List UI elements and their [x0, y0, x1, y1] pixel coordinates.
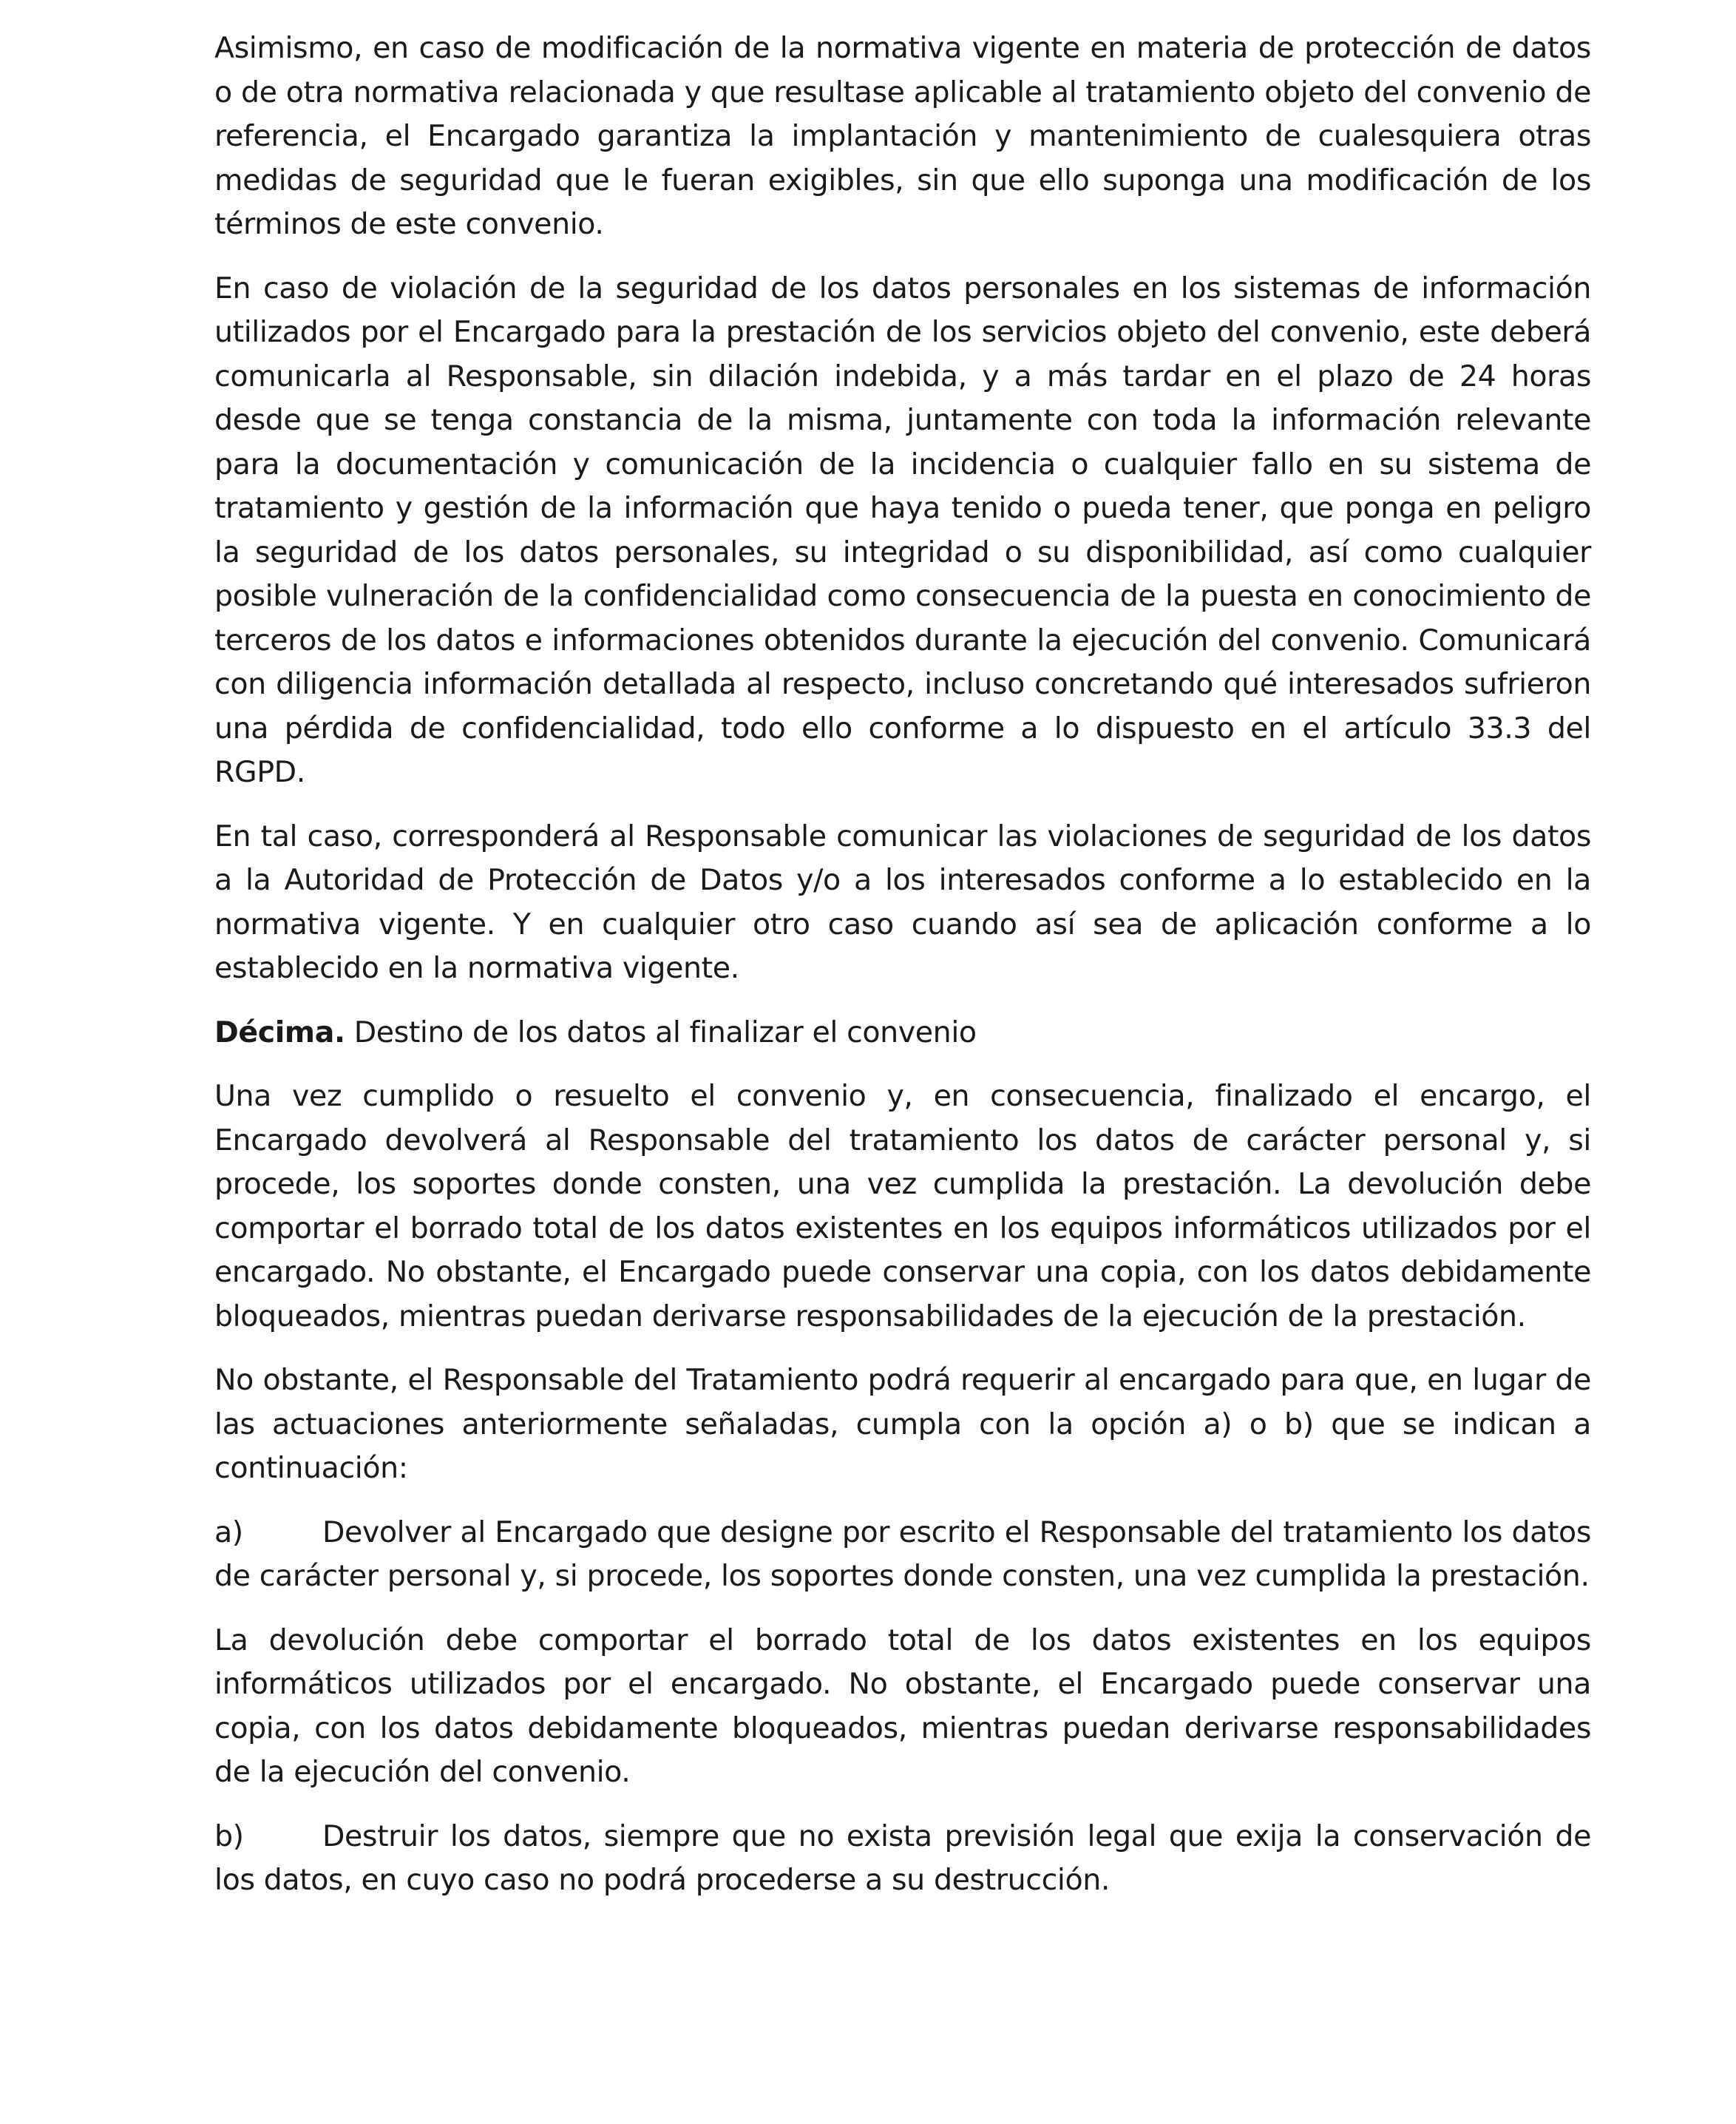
paragraph-data-return: Una vez cumplido o resuelto el convenio y, en consecuencia, finalizado el encargo, el Encargado devolverá al Responsable del tratamiento los datos de carácter personal y, si procede, los soportes donde consten, una vez cumplida la prestación. La devolución debe comportar el borrado total de los datos existentes en los equipos informáticos utilizados por el encargado. No obstante, el Encargado puede conservar una copia, con los datos debidamente bloqueados, mientras puedan derivarse responsabilidades de la ejecución de la prestación.	[214, 1079, 1591, 1333]
section-number: Décima.	[214, 1015, 345, 1049]
section-heading	[214, 1011, 1591, 1055]
section-title: Destino de los datos al finalizar el convenio	[353, 1015, 977, 1049]
paragraph-options-intro: No obstante, el Responsable del Tratamiento podrá requerir al encargado para que, en lugar de las actuaciones anteriormente señaladas, cumpla con la opción a) o b) que se indican a continuación:	[214, 1363, 1591, 1485]
paragraph-security-breach: En caso de violación de la seguridad de los datos personales en los sistemas de información utilizados por el Encargado para la prestación de los servicios objeto del convenio, este deberá comunicarla al Responsable, sin dilación indebida, y a más tardar en el plazo de 24 horas desde que se tenga constancia de la misma, juntamente con toda la información relevante para la documentación y comunicación de la incidencia o cualquier fallo en su sistema de tratamiento y gestión de la información que haya tenido o pueda tener, que ponga en peligro la seguridad de los datos personales, su integridad o su disponibilidad, así como cualquier posible vulneración de la confidencialidad como consecuencia de la puesta en conocimiento de terceros de los datos e informaciones obtenidos durante la ejecución del convenio. Comunicará con diligencia información detallada al respecto, incluso concretando qué interesados sufrieron una pérdida de confidencialidad, todo ello conforme a lo dispuesto en el artículo 33.3 del RGPD.	[214, 271, 1591, 789]
list-marker-a: a)	[214, 1515, 243, 1549]
paragraph-breach-notification: En tal caso, corresponderá al Responsable comunicar las violaciones de seguridad de los datos a la Autoridad de Protección de Datos y/o a los interesados conforme a lo establecido en la normativa vigente. Y en cualquier otro caso cuando así sea de aplicación conforme a lo establecido en la normativa vigente.	[214, 819, 1591, 985]
list-text-a: Devolver al Encargado que designe por escrito el Responsable del tratamiento los datos de carácter personal y, si procede, los soportes donde consten, una vez cumplida la prestación.	[214, 1515, 1591, 1593]
list-item-option-b	[214, 1815, 1591, 1903]
paragraph-security-measures: Asimismo, en caso de modificación de la normativa vigente en materia de protección de datos o de otra normativa relacionada y que resultase aplicable al tratamiento objeto del convenio de referencia, el Encargado garantiza la implantación y mantenimiento de cualesquiera otras medidas de seguridad que le fueran exigibles, sin que ello suponga una modificación de los términos de este convenio.	[214, 31, 1591, 241]
list-marker-b: b)	[214, 1819, 244, 1853]
list-text-b: Destruir los datos, siempre que no exista previsión legal que exija la conservación de los datos, en cuyo caso no podrá procederse a su destrucción.	[214, 1819, 1591, 1897]
paragraph-option-a-note: La devolución debe comportar el borrado total de los datos existentes en los equipos informáticos utilizados por el encargado. No obstante, el Encargado puede conservar una copia, con los datos debidamente bloqueados, mientras puedan derivarse responsabilidades de la ejecución del convenio.	[214, 1623, 1591, 1789]
document-page	[214, 27, 1591, 1923]
list-item-option-a	[214, 1511, 1591, 1599]
